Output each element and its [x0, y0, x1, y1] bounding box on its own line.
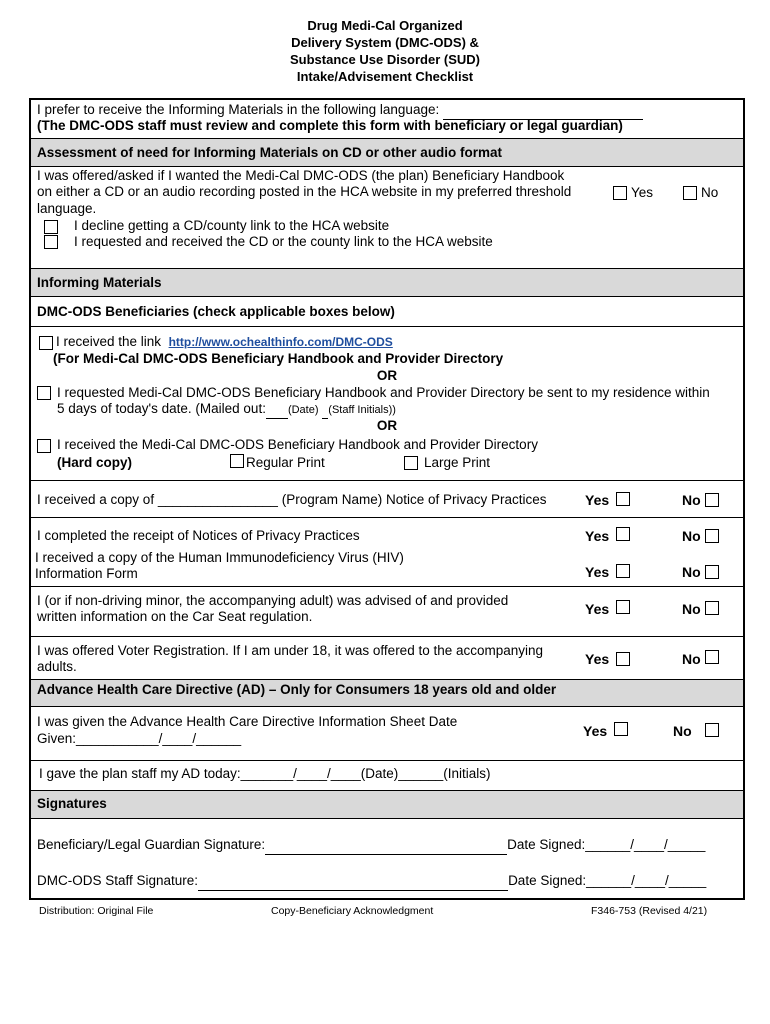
no-label: No	[682, 651, 701, 667]
privacy-copy-row	[31, 480, 743, 517]
ad-sheet-line-2: Given:___________/____/______	[37, 731, 242, 746]
audio-line-3: language.	[37, 201, 97, 216]
language-section	[31, 100, 743, 138]
received-link-checkbox[interactable]	[39, 336, 53, 350]
ad-no-checkbox[interactable]	[705, 723, 719, 737]
item-text: written information on the Car Seat regulation.	[37, 609, 313, 624]
title-line: Drug Medi-Cal Organized	[307, 18, 463, 33]
decline-label: I decline getting a CD/county link to the HCA website	[74, 218, 390, 233]
no-label: No	[673, 723, 692, 739]
item-text: I received a copy of ________________ (Program Name) Notice of Privacy Practices	[37, 492, 547, 507]
requested-mail-line-2: 5 days of today's date. (Mailed out: (Date) (Staff Initials))	[57, 401, 396, 419]
no-label: No	[682, 601, 701, 617]
informing-heading: Informing Materials	[31, 268, 743, 296]
footer-copy: Copy-Beneficiary Acknowledgment	[271, 905, 434, 917]
checklist-form	[29, 98, 745, 900]
voter-yes-checkbox[interactable]	[616, 652, 630, 666]
yes-label: Yes	[585, 528, 610, 544]
privacy-receipt-no-checkbox[interactable]	[705, 529, 719, 543]
item-text: I (or if non-driving minor, the accompanying adult) was advised of and provided	[37, 593, 509, 608]
audio-no-checkbox[interactable]	[683, 186, 697, 200]
staff-note: (The DMC-ODS staff must review and complete this form with beneficiary or legal guardian)	[37, 118, 623, 133]
item-text: adults.	[37, 659, 77, 674]
car-seat-no-checkbox[interactable]	[705, 601, 719, 615]
or-separator: OR	[376, 368, 398, 383]
item-text: I completed the receipt of Notices of Privacy Practices	[37, 528, 360, 543]
audio-section	[31, 166, 743, 268]
audio-heading: Assessment of need for Informing Materials on CD or other audio format	[31, 138, 743, 166]
car-seat-yes-checkbox[interactable]	[616, 600, 630, 614]
handbook-note: (For Medi-Cal DMC-ODS Beneficiary Handbook and Provider Directory	[53, 351, 504, 366]
privacy-copy-yes-checkbox[interactable]	[616, 492, 630, 506]
received-link-text: I received the link http://www.ochealthinfo.com/DMC-ODS	[56, 334, 393, 349]
yes-label: Yes	[583, 723, 608, 739]
voter-registration-row	[31, 636, 743, 679]
audio-no-label: No	[701, 185, 719, 200]
gave-ad-text: I gave the plan staff my AD today:_______/____/____(Date)______(Initials)	[39, 766, 491, 781]
language-preference: I prefer to receive the Informing Materials in the following language:	[37, 102, 643, 120]
hiv-form-row	[31, 550, 743, 586]
staff-signature-line: DMC-ODS Staff Signature: Date Signed:______/____/_____	[37, 873, 706, 891]
title-line: Delivery System (DMC-ODS) &	[291, 35, 479, 50]
beneficiaries-subheading-row	[31, 296, 743, 326]
language-field[interactable]	[443, 102, 643, 120]
yes-label: Yes	[585, 492, 610, 508]
privacy-receipt-yes-checkbox[interactable]	[616, 527, 630, 541]
no-label: No	[682, 492, 701, 508]
regular-print-checkbox[interactable]	[230, 454, 244, 468]
beneficiaries-subheading: DMC-ODS Beneficiaries (check applicable boxes below)	[37, 304, 395, 319]
signatures-heading: Signatures	[31, 790, 743, 818]
mailed-date-field[interactable]	[266, 401, 288, 419]
beneficiary-signature-field[interactable]	[265, 837, 507, 855]
footer-form-number: F346-753 (Revised 4/21)	[591, 905, 708, 917]
requested-mail-checkbox[interactable]	[37, 386, 51, 400]
privacy-receipt-row	[31, 517, 743, 550]
staff-date-field[interactable]: ______/____/_____	[586, 873, 707, 888]
handbook-link[interactable]: http://www.ochealthinfo.com/DMC-ODS	[168, 335, 393, 349]
title-line: Substance Use Disorder (SUD)	[290, 52, 480, 67]
yes-label: Yes	[585, 564, 610, 580]
informing-options	[31, 326, 743, 480]
audio-yes-label: Yes	[631, 185, 654, 200]
voter-no-checkbox[interactable]	[705, 650, 719, 664]
yes-label: Yes	[585, 651, 610, 667]
ad-sheet-line-1: I was given the Advance Health Care Directive Information Sheet Date	[37, 714, 458, 729]
car-seat-row	[31, 586, 743, 636]
beneficiary-date-field[interactable]: ______/____/_____	[585, 837, 706, 852]
or-separator: OR	[376, 418, 398, 433]
requested-mail-line-1: I requested Medi-Cal DMC-ODS Beneficiary Handbook and Provider Directory be sent to my residence within	[57, 385, 710, 400]
advance-directive-heading: Advance Health Care Directive (AD) – Only for Consumers 18 years old and older	[31, 679, 743, 706]
regular-print-label: Regular Print	[246, 455, 325, 470]
audio-line-1: I was offered/asked if I wanted the Medi-Cal DMC-ODS (the plan) Beneficiary Handbook	[37, 168, 565, 183]
audio-yes-checkbox[interactable]	[613, 186, 627, 200]
signatures-section	[31, 818, 743, 898]
ad-yes-checkbox[interactable]	[614, 722, 628, 736]
title-line: Intake/Advisement Checklist	[296, 69, 474, 84]
item-text: I was offered Voter Registration. If I am under 18, it was offered to the accompanying	[37, 643, 544, 658]
decline-checkbox[interactable]	[44, 220, 58, 234]
hard-copy-label: (Hard copy)	[57, 455, 133, 470]
no-label: No	[682, 528, 701, 544]
requested-cd-checkbox[interactable]	[44, 235, 58, 249]
privacy-copy-no-checkbox[interactable]	[705, 493, 719, 507]
form-title	[0, 17, 770, 85]
yes-label: Yes	[585, 601, 610, 617]
requested-cd-label: I requested and received the CD or the county link to the HCA website	[74, 234, 493, 249]
item-text: Information Form	[35, 566, 138, 581]
footer-distribution: Distribution: Original File	[39, 905, 154, 917]
large-print-checkbox[interactable]	[404, 456, 418, 470]
no-label: No	[682, 564, 701, 580]
hiv-yes-checkbox[interactable]	[616, 564, 630, 578]
audio-line-2: on either a CD or an audio recording posted in the HCA website in my preferred threshold	[37, 184, 572, 199]
large-print-label: Large Print	[424, 455, 491, 470]
staff-signature-field[interactable]	[198, 873, 508, 891]
item-text: I received a copy of the Human Immunodeficiency Virus (HIV)	[35, 550, 404, 565]
hiv-no-checkbox[interactable]	[705, 565, 719, 579]
gave-ad-row	[31, 760, 743, 790]
advance-directive-sheet-row	[31, 706, 743, 760]
hard-copy-checkbox[interactable]	[37, 439, 51, 453]
hard-copy-line-1: I received the Medi-Cal DMC-ODS Beneficiary Handbook and Provider Directory	[57, 437, 538, 452]
beneficiary-signature-line: Beneficiary/Legal Guardian Signature: Date Signed:______/____/_____	[37, 837, 705, 855]
